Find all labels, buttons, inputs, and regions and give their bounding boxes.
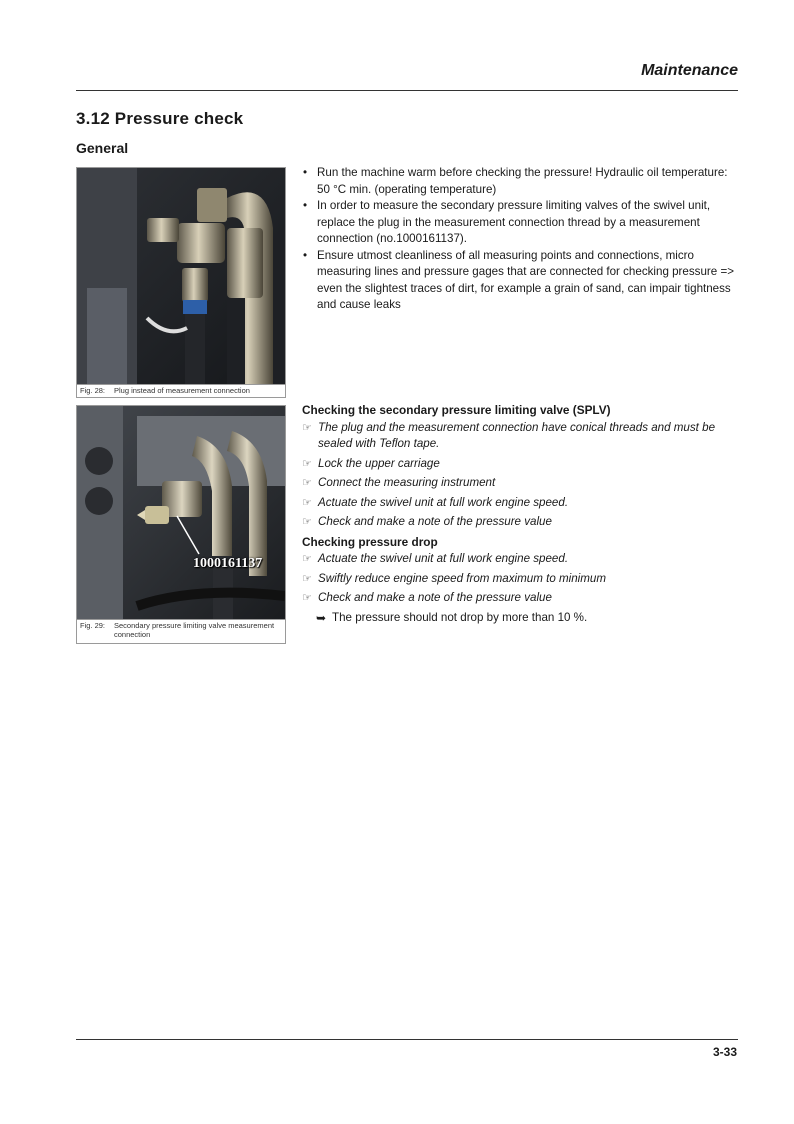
bullet-item: • Run the machine warm before checking the pressure! Hydraulic oil temperature: 50 °C min. (operating temperature) [302,165,740,198]
figure-28-caption [77,384,285,395]
splv-heading: Checking the secondary pressure limiting valve (SPLV) [302,403,611,417]
figure-28 [76,167,286,398]
procedure-block [302,402,740,626]
step-text: Swiftly reduce engine speed from maximum to minimum [318,571,607,585]
hand-pointing-icon: ☞ [302,421,312,434]
step-text: The plug and the measurement connection have conical threads and must be sealed with Teflon tape. [318,420,716,450]
figure-29 [76,405,286,644]
figure-caption-text: Plug instead of measurement connection [114,386,250,395]
part-number-label: 1000161137 [193,556,263,571]
step-text: Check and make a note of the pressure value [318,591,552,604]
step-text: Actuate the swivel unit at full work engine speed. [318,552,569,565]
splv-step [302,495,740,512]
hand-pointing-icon: ☞ [302,477,312,489]
header-rule [76,90,738,91]
hand-pointing-icon: ☞ [302,553,312,565]
hand-pointing-icon: ☞ [302,592,312,604]
result-text: The pressure should not drop by more than 10 %. [332,610,588,624]
footer-rule [76,1039,738,1040]
figure-number: Fig. 29: [80,621,106,630]
figure-29-caption [77,619,285,639]
splv-step [302,514,740,531]
splv-step [302,456,740,473]
page-number: 3-33 [712,1045,737,1059]
splv-photo [77,406,285,619]
step-text: Connect the measuring instrument [318,476,496,489]
step-text: Lock the upper carriage [318,456,440,470]
drop-step [302,571,740,588]
arrow-right-icon: ➥ [316,610,327,625]
result-line [302,610,740,627]
general-bullet-list [302,165,740,314]
bullet-item: • Ensure utmost cleanliness of all measuring points and connections, micro measuring lines and pressure gages that are connected for checking pressure => even the slightest traces of dirt, for example a grain of sand, can impair tightness and cause leaks [302,248,740,314]
splv-step [302,420,740,453]
step-text: Actuate the swivel unit at full work engine speed. [318,495,569,509]
hand-pointing-icon: ☞ [302,516,312,528]
figure-number: Fig. 28: [80,386,106,395]
hand-pointing-icon: ☞ [302,457,312,470]
bullet-item: • In order to measure the secondary pressure limiting valves of the swivel unit, replace the plug in the measurement connection thread by a measurement connection (no.1000161137). [302,198,740,248]
splv-step [302,475,740,492]
hand-pointing-icon: ☞ [302,496,312,509]
running-header: Maintenance [641,62,738,79]
step-text: Check and make a note of the pressure value [318,515,552,528]
pressure-drop-heading: Checking pressure drop [302,534,438,549]
subsection-title: General [76,140,129,156]
drop-step [302,551,740,568]
hand-pointing-icon: ☞ [302,572,312,585]
plug-photo [77,168,285,384]
figure-caption-text: Secondary pressure limiting valve measurement connection [114,621,275,639]
drop-step [302,590,740,607]
section-title: 3.12 Pressure check [76,109,244,128]
